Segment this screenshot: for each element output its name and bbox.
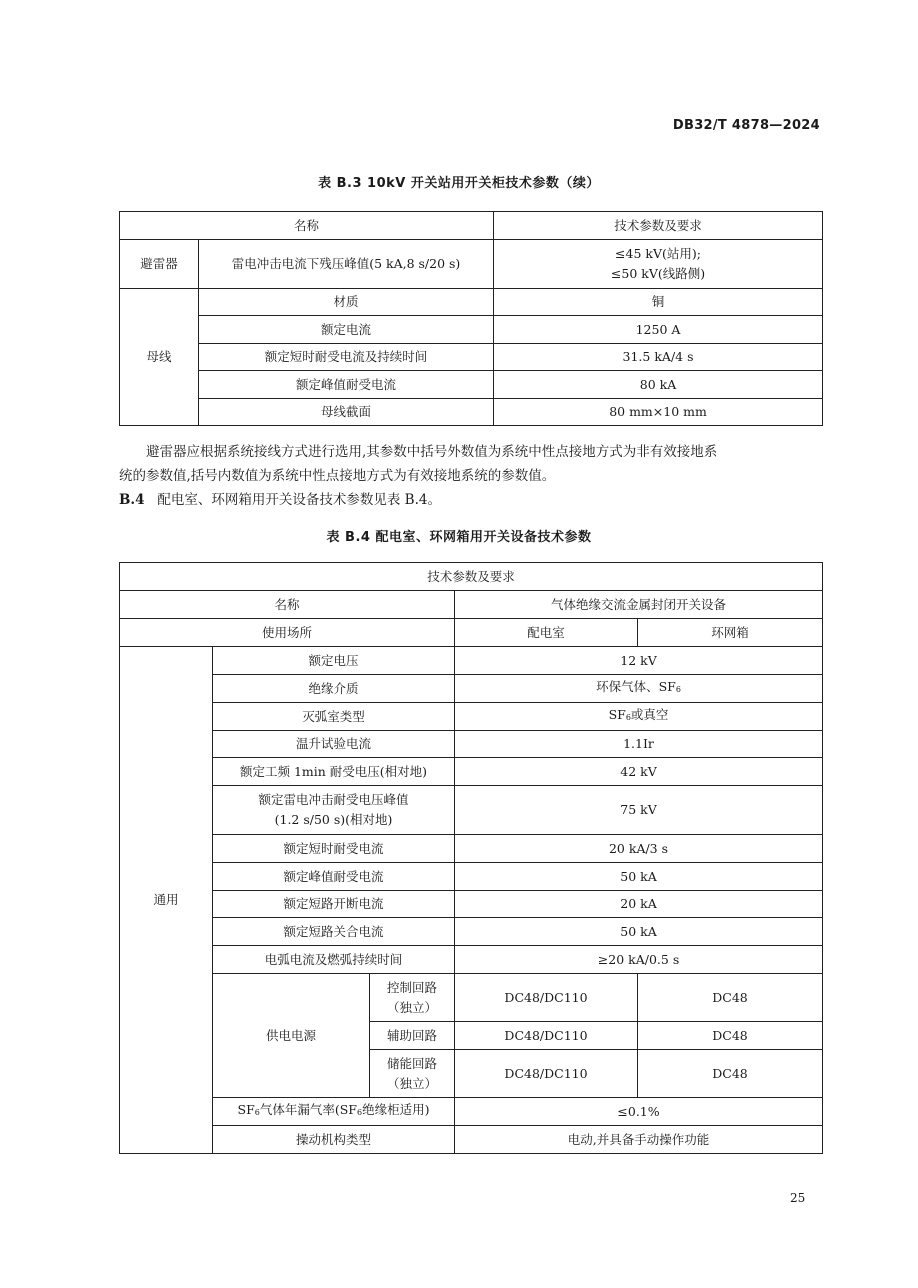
operation-item: 操动机构类型 [213, 1126, 455, 1154]
arc-chamber-value-text: 或真空 [630, 707, 669, 722]
power-supply-label: 供电电源 [213, 974, 370, 1098]
document-id: DB32/T 4878—2024 [672, 118, 820, 133]
param-value: 1.1Ir [455, 731, 823, 758]
table-b4-equipment: 气体绝缘交流金属封闭开关设备 [455, 591, 823, 619]
lightning-item-line1: 额定雷电冲击耐受电压峰值 [258, 792, 409, 807]
arrester-value-line2: ≤50 kV(线路侧) [610, 266, 706, 281]
power-sub-item [370, 974, 455, 1022]
table-b4-caption: 表 B.4 配电室、环网箱用开关设备技术参数 [326, 530, 592, 545]
busbar-value: 1250 A [494, 316, 823, 344]
table-b3-caption: 表 B.3 10kV 开关站用开关柜技术参数（续） [318, 176, 600, 191]
leak-sub: 6 [254, 1108, 260, 1117]
table-b3-head-name: 名称 [120, 212, 494, 240]
arrester-item: 雷电冲击电流下残压峰值(5 kA,8 s/20 s) [199, 240, 494, 289]
param-value: ≥20 kA/0.5 s [455, 946, 823, 974]
table-b4-usage-label: 使用场所 [120, 619, 455, 647]
table-b3-head-req: 技术参数及要求 [494, 212, 823, 240]
busbar-item: 额定短时耐受电流及持续时间 [199, 344, 494, 371]
power-sub-line1: 储能回路 [386, 1055, 437, 1071]
param-value [455, 703, 823, 731]
param-item: 额定短路开断电流 [213, 891, 455, 918]
power-sub-line2: （独立） [386, 1075, 437, 1091]
param-value: 12 kV [455, 647, 823, 675]
busbar-item: 母线截面 [199, 399, 494, 426]
arc-chamber-value-pre: SF [608, 707, 626, 722]
lightning-item-line2: (1.2 s/50 s)(相对地) [274, 812, 393, 827]
busbar-value: 80 kA [494, 371, 823, 399]
power-sub-line1: 控制回路 [386, 979, 437, 995]
busbar-item: 材质 [199, 289, 494, 316]
power-ringbox-value: DC48 [638, 1022, 823, 1050]
table-b4-col-ringbox: 环网箱 [638, 619, 823, 647]
param-item: 额定工频 1min 耐受电压(相对地) [213, 758, 455, 786]
power-room-value: DC48/DC110 [455, 1022, 638, 1050]
leak-post: 绝缘柜适用) [362, 1102, 430, 1117]
arc-chamber-value-sub: 6 [625, 713, 631, 722]
arrester-value [494, 240, 823, 289]
param-item: 额定峰值耐受电流 [213, 863, 455, 891]
page-number: 25 [790, 1191, 806, 1205]
clause-b4-text: 配电室、环网箱用开关设备技术参数见表 B.4。 [157, 492, 441, 508]
power-sub-item: 辅助回路 [370, 1022, 455, 1050]
busbar-item: 额定电流 [199, 316, 494, 344]
arrester-group: 避雷器 [120, 240, 199, 289]
arrester-note-paragraph [119, 440, 822, 512]
table-b4-name-label: 名称 [120, 591, 455, 619]
power-ringbox-value: DC48 [638, 974, 823, 1022]
clause-b4-number: B.4 [119, 492, 145, 508]
power-room-value: DC48/DC110 [455, 1050, 638, 1098]
arrester-value-line1: ≤45 kV(站用); [615, 246, 701, 261]
clause-b4 [119, 488, 822, 512]
param-item: 电弧电流及燃弧持续时间 [213, 946, 455, 974]
param-value: 50 kA [455, 863, 823, 891]
general-group: 通用 [120, 647, 213, 1154]
param-item: 额定电压 [213, 647, 455, 675]
param-item: 额定短时耐受电流 [213, 835, 455, 863]
param-value: 20 kA/3 s [455, 835, 823, 863]
insulation-value-sub: 6 [675, 685, 681, 694]
leak-sub2: 6 [356, 1108, 363, 1117]
param-item: 绝缘介质 [213, 675, 455, 703]
power-sub-item [370, 1050, 455, 1098]
busbar-group: 母线 [120, 289, 199, 426]
note-line-1: 避雷器应根据系统接线方式进行选用,其参数中括号外数值为系统中性点接地方式为非有效接地系 [146, 444, 718, 460]
leak-rate-item [213, 1098, 455, 1126]
insulation-value-text: 环保气体、SF [596, 679, 676, 694]
note-line-2: 统的参数值,括号内数值为系统中性点接地方式为有效接地系统的参数值。 [119, 468, 556, 484]
param-value [455, 675, 823, 703]
busbar-value: 铜 [494, 289, 823, 316]
table-b4-col-room: 配电室 [455, 619, 638, 647]
param-item: 温升试验电流 [213, 731, 455, 758]
param-value: 50 kA [455, 918, 823, 946]
leak-mid: 气体年漏气率(SF [259, 1102, 357, 1117]
table-b4 [119, 562, 823, 1154]
power-room-value: DC48/DC110 [455, 974, 638, 1022]
busbar-value: 80 mm×10 mm [494, 399, 823, 426]
param-value: 75 kV [455, 786, 823, 835]
operation-value: 电动,并具备手动操作功能 [455, 1126, 823, 1154]
param-value: 20 kA [455, 891, 823, 918]
table-b4-title-row: 技术参数及要求 [120, 563, 823, 591]
param-value: 42 kV [455, 758, 823, 786]
busbar-value: 31.5 kA/4 s [494, 344, 823, 371]
busbar-item: 额定峰值耐受电流 [199, 371, 494, 399]
param-item [213, 786, 455, 835]
power-ringbox-value: DC48 [638, 1050, 823, 1098]
param-item: 额定短路关合电流 [213, 918, 455, 946]
table-b3 [119, 211, 823, 426]
param-item: 灭弧室类型 [213, 703, 455, 731]
power-sub-line2: （独立） [386, 999, 437, 1015]
leak-rate-value: ≤0.1% [455, 1098, 823, 1126]
leak-pre: SF [237, 1102, 255, 1117]
